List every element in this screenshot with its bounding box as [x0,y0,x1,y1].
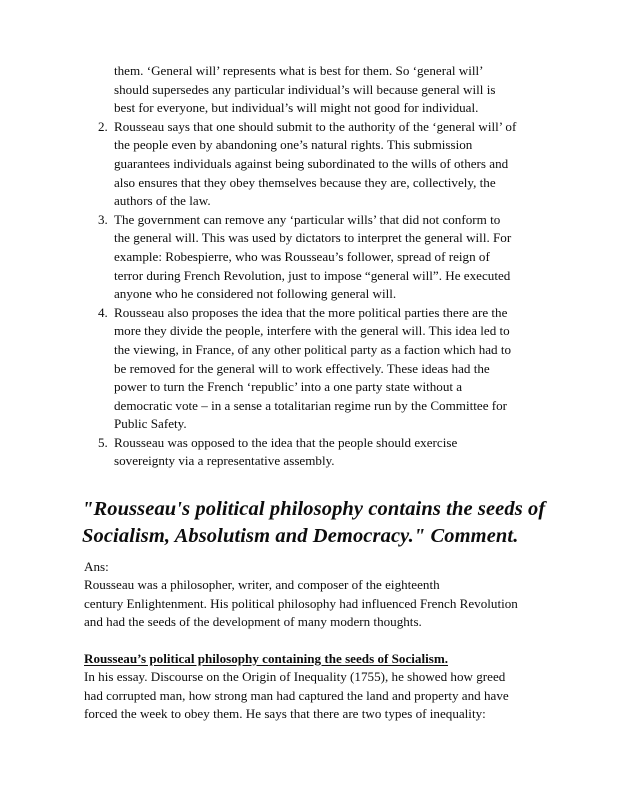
text-line: the people even by abandoning one’s natural rights. This submission [114,137,473,153]
text-line: best for everyone, but individual’s will might not good for individual. [114,100,479,116]
answer-intro-paragraph [84,576,536,631]
text-line: power to turn the French ‘republic’ into a one party state without a [114,379,463,395]
text-line: more they divide the people, interfere with the general will. This idea led to [114,323,510,339]
text-line: the general will. This was used by dictators to interpret the general will. For [114,230,512,246]
question-heading [82,496,548,550]
text-line: be removed for the general will to work effectively. These ideas had the [114,360,490,376]
list-item [84,304,532,434]
list-item-text [114,118,532,211]
numbered-list [84,62,532,471]
list-item-text [114,434,532,471]
text-line: the viewing, in France, of any other political party as a faction which had to [114,341,512,357]
text-line: them. ‘General will’ represents what is best for them. So ‘general will’ [114,63,484,78]
text-line: also ensures that they obey themselves because they are, collectively, the [114,174,496,190]
text-line: authors of the law. [114,193,211,209]
text-line: century Enlightenment. His political philosophy had influenced French Revolution [84,595,518,611]
text-line: Rousseau was a philosopher, writer, and composer of the eighteenth [84,577,440,593]
text-line: forced the week to obey them. He says that there are two types of inequality: [84,706,486,722]
list-item [84,211,532,304]
text-line: should supersedes any particular individual’s will because general will is [114,81,496,97]
text-line: Rousseau also proposes the idea that the more political parties there are the [114,304,508,320]
section-subheading: Rousseau’s political philosophy containing the seeds of Socialism. [84,650,449,666]
paragraph-spacer [84,632,536,650]
answer-block [84,558,536,724]
text-line: The government can remove any ‘particular wills’ that did not conform to [114,211,501,227]
heading-line: "Rousseau's political philosophy contains the seeds of [82,498,546,520]
text-line: Public Safety. [114,416,187,432]
list-marker: 4. [98,304,108,320]
list-marker: 2. [98,118,108,134]
text-line: In his essay. Discourse on the Origin of Inequality (1755), he showed how greed [84,669,506,685]
text-line: example: Robespierre, who was Rousseau’s follower, spread of reign of [114,248,490,264]
text-line: and had the seeds of the development of many modern thoughts. [84,614,422,630]
text-line: guarantees individuals against being subordinated to the wills of others and [114,155,509,171]
list-item-text [114,304,532,434]
heading-line: Socialism, Absolutism and Democracy." Comment. [82,525,519,547]
text-line: Rousseau says that one should submit to the authority of the ‘general will’ of [114,118,517,134]
text-line: sovereignty via a representative assembly. [114,453,335,469]
list-marker: 5. [98,434,108,450]
list-item [84,62,532,118]
list-item-text [114,62,532,118]
text-line: Rousseau was opposed to the idea that the people should exercise [114,434,458,450]
list-marker: 3. [98,211,108,227]
text-line: terror during French Revolution, just to impose “general will”. He executed [114,267,511,283]
text-line: had corrupted man, how strong man had captured the land and property and have [84,687,509,703]
text-line: democratic vote – in a sense a totalitarian regime run by the Committee for [114,397,508,413]
list-item [84,434,532,471]
answer-final-paragraph [84,668,536,724]
answer-label: Ans: [84,559,109,574]
text-line: anyone who he considered not following general will. [114,286,397,302]
list-item [84,118,532,211]
list-item-text [114,211,532,304]
